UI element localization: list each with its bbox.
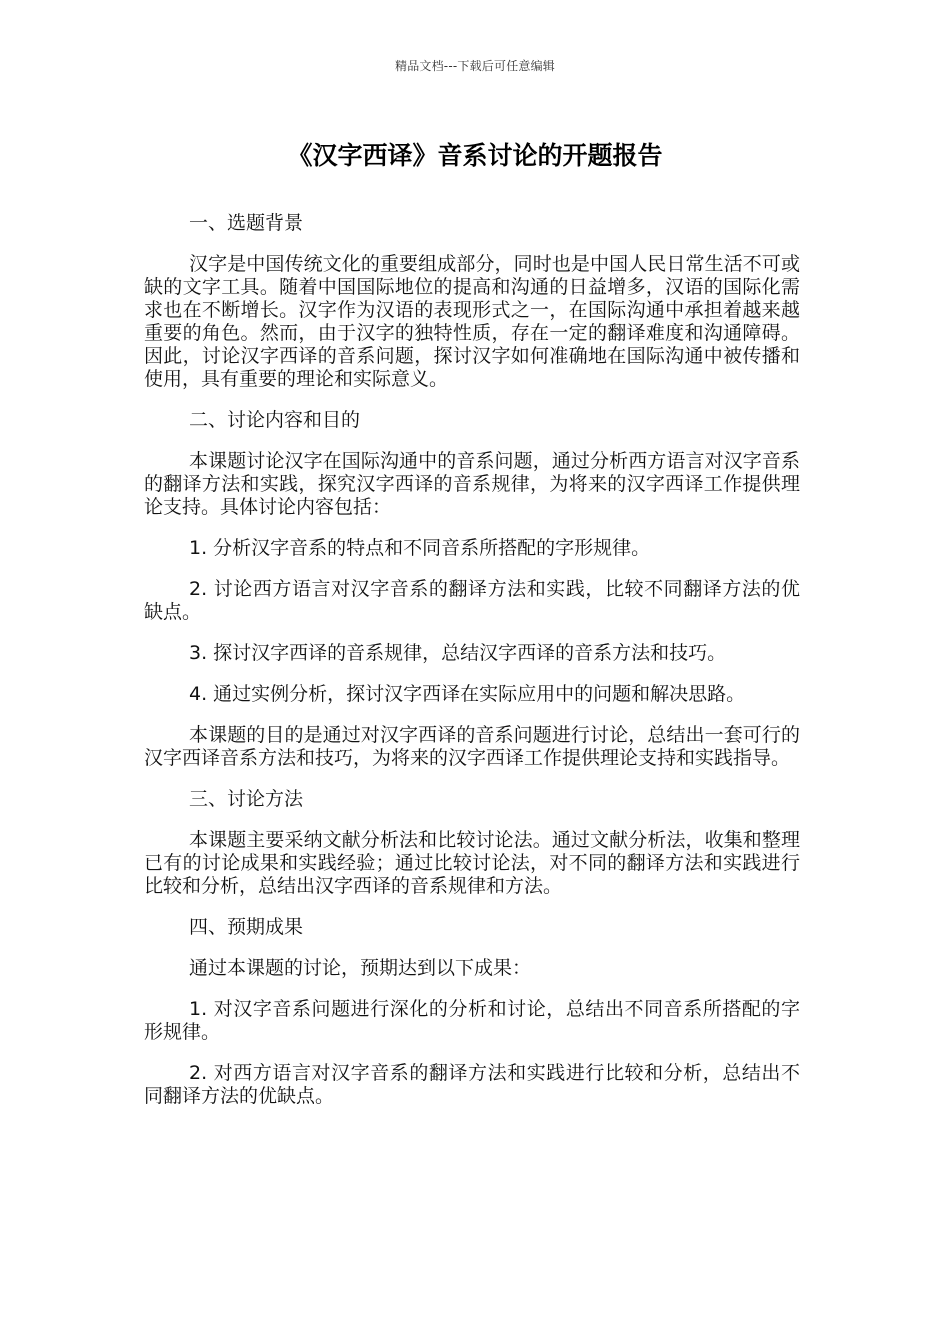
section-heading-expected-results: 四、预期成果 — [189, 916, 304, 938]
list-item: 4. 通过实例分析，探讨汉字西译在实际应用中的问题和解决思路。 — [189, 683, 746, 705]
header-note: 精品文档---下载后可任意编辑 — [395, 59, 555, 73]
list-item: 2. 讨论西方语言对汉字音系的翻译方法和实践，比较不同翻译方法的优缺点。 — [144, 578, 800, 623]
paragraph: 本课题的目的是通过对汉字西译的音系问题进行讨论，总结出一套可行的汉字西译音系方法和技巧，为将来的汉字西译工作提供理论支持和实践指导。 — [144, 724, 800, 769]
list-item: 1. 对汉字音系问题进行深化的分析和讨论，总结出不同音系所搭配的字形规律。 — [144, 998, 800, 1043]
paragraph: 通过本课题的讨论，预期达到以下成果： — [189, 957, 532, 979]
section-heading-methods: 三、讨论方法 — [189, 788, 304, 810]
document-body — [144, 212, 800, 1126]
paragraph: 汉字是中国传统文化的重要组成部分，同时也是中国人民日常生活不可或缺的文字工具。随着中国国际地位的提高和沟通的日益增多，汉语的国际化需求也在不断增长。汉字作为汉语的表现形式之一，在国际沟通中承担着越来越重要的角色。然而，由于汉字的独特性质，存在一定的翻译难度和沟通障碍。因此，讨论汉字西译的音系问题，探讨汉字如何准确地在国际沟通中被传播和使用，具有重要的理论和实际意义。 — [144, 253, 800, 390]
section-heading-content-and-goals: 二、讨论内容和目的 — [189, 409, 361, 431]
paragraph: 本课题讨论汉字在国际沟通中的音系问题，通过分析西方语言对汉字音系的翻译方法和实践，探究汉字西译的音系规律，为将来的汉字西译工作提供理论支持。具体讨论内容包括： — [144, 450, 800, 518]
document-title: 《汉字西译》音系讨论的开题报告 — [287, 141, 663, 170]
list-item: 2. 对西方语言对汉字音系的翻译方法和实践进行比较和分析，总结出不同翻译方法的优缺点。 — [144, 1062, 800, 1107]
paragraph: 本课题主要采纳文献分析法和比较讨论法。通过文献分析法，收集和整理已有的讨论成果和实践经验；通过比较讨论法，对不同的翻译方法和实践进行比较和分析，总结出汉字西译的音系规律和方法。 — [144, 829, 800, 897]
section-heading-background: 一、选题背景 — [189, 212, 304, 234]
list-item: 1. 分析汉字音系的特点和不同音系所搭配的字形规律。 — [189, 537, 651, 559]
list-item: 3. 探讨汉字西译的音系规律，总结汉字西译的音系方法和技巧。 — [189, 642, 727, 664]
